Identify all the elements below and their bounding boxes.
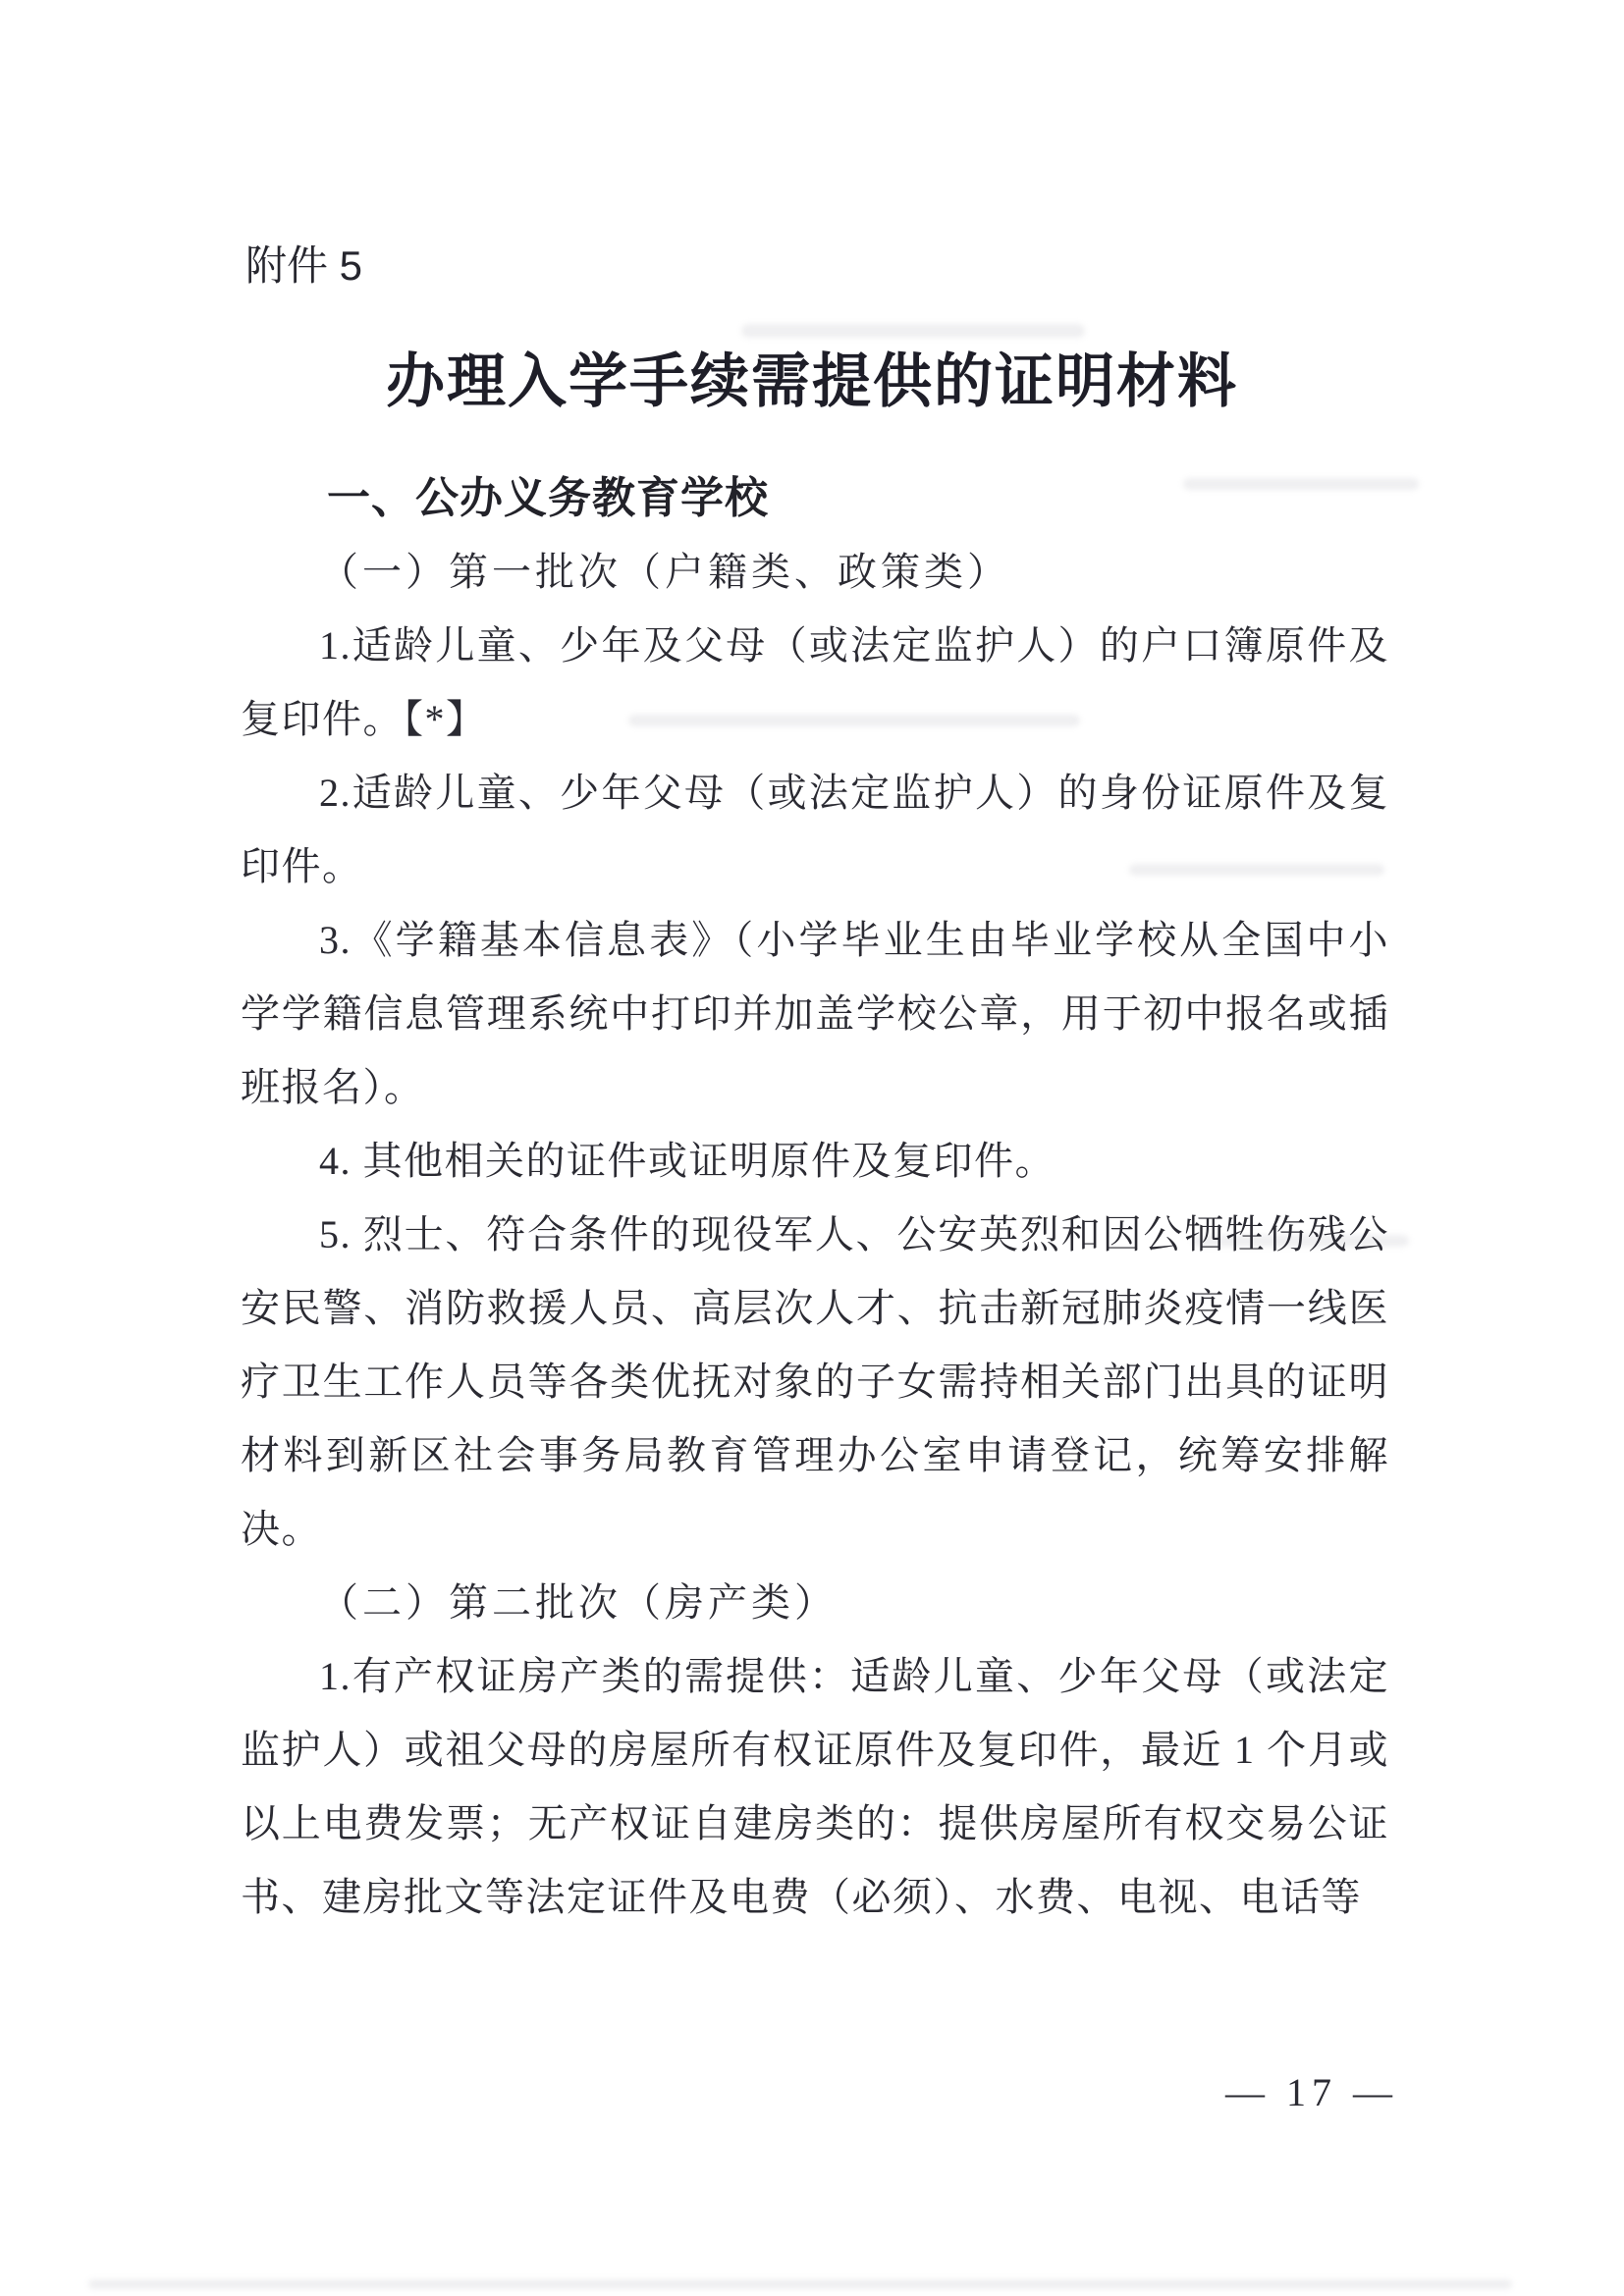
list-item-hukou: 1.适龄儿童、少年及父母（或法定监护人）的户口簿原件及复印件。【*】	[241, 623, 1389, 741]
scan-artifact	[741, 324, 1085, 338]
page-number: — 17 —	[1225, 2070, 1398, 2114]
list-item-id-card: 2.适龄儿童、少年父母（或法定监护人）的身份证原件及复印件。	[241, 771, 1389, 888]
scan-artifact	[88, 2279, 1512, 2289]
list-item-student-record: 3.《学籍基本信息表》（小学毕业生由毕业学校从全国中小学学籍信息管理系统中打印并加盖学校公章，用于初中报名或插班报名）。	[241, 918, 1389, 1109]
subsection-heading-second-batch: （二）第二批次（房产类）	[319, 1580, 838, 1625]
list-item-special-groups: 5. 烈士、符合条件的现役军人、公安英烈和因公牺牲伤残公安民警、消防救援人员、高层次人才、抗击新冠肺炎疫情一线医疗卫生工作人员等各类优抚对象的子女需持相关部门出具的证明材料到新区社会事务局教育管理办公室申请登记，统筹安排解决。	[241, 1212, 1389, 1551]
document-title: 办理入学手续需提供的证明材料	[386, 348, 1238, 414]
attachment-label: 附件 5	[245, 242, 363, 289]
list-item-other-certificates: 4. 其他相关的证件或证明原件及复印件。	[319, 1139, 1056, 1183]
subsection-heading-first-batch: （一）第一批次（户籍类、政策类）	[319, 550, 1010, 594]
list-item-property: 1.有产权证房产类的需提供：适龄儿童、少年父母（或法定监护人）或祖父母的房屋所有权证原件及复印件，最近 1 个月或以上电费发票；无产权证自建房类的：提供房屋所有权交易公证书、建房批文等法定证件及电费（必须）、水费、电视、电话等	[241, 1654, 1389, 1919]
document-body	[241, 461, 1389, 1934]
section-heading-public-schools: 一、公办义务教育学校	[327, 474, 769, 522]
